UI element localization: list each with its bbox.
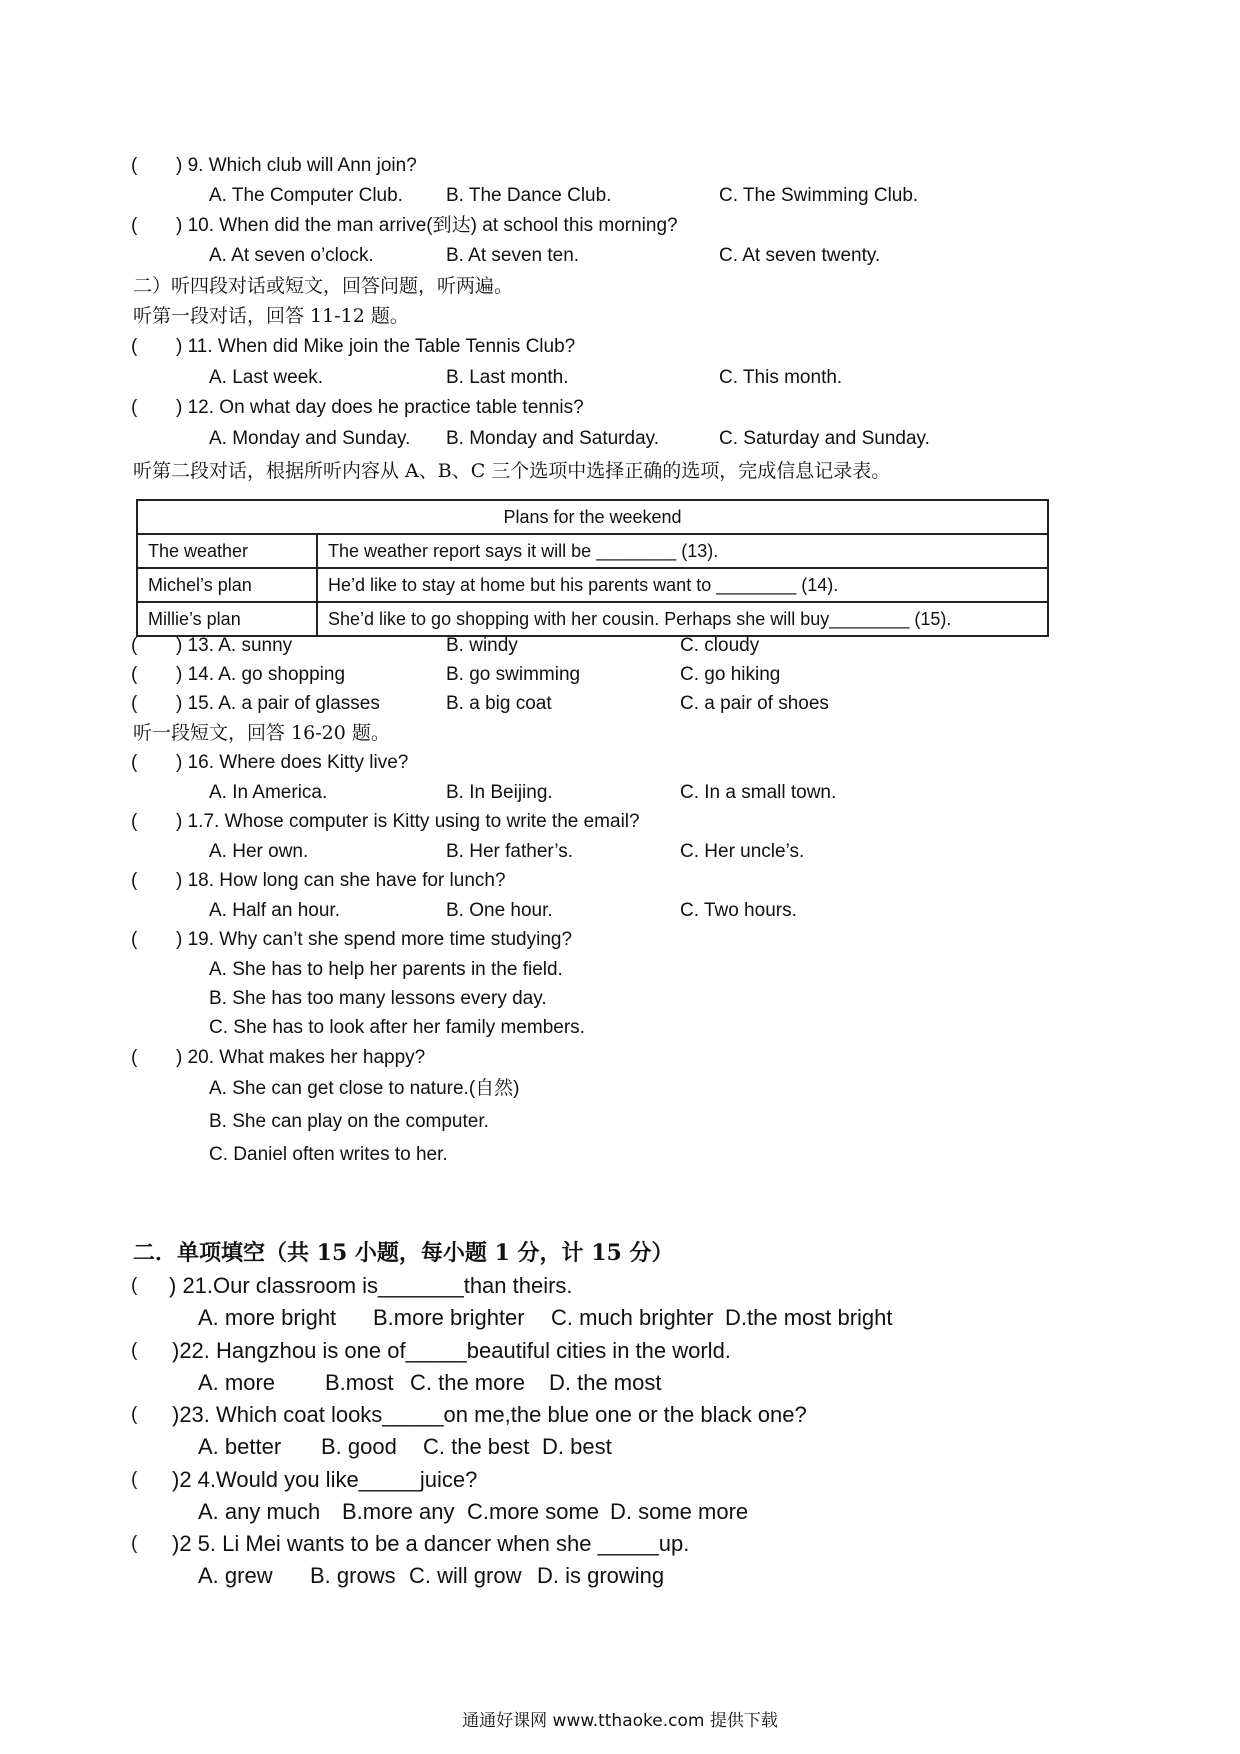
option-c: C. will grow bbox=[409, 1563, 522, 1588]
footer-text: 通通好课网 www.tthaoke.com 提供下载 bbox=[462, 1711, 778, 1731]
option-c: C. The Swimming Club. bbox=[719, 185, 919, 206]
option-c: C. Two hours. bbox=[680, 900, 797, 921]
row-text: She’d like to go shopping with her cousin. Perhaps she will buy________ (15). bbox=[317, 602, 1048, 636]
option-d: D. best bbox=[542, 1434, 612, 1459]
option-a: A. Last week. bbox=[209, 367, 324, 388]
answer-paren: ( bbox=[131, 215, 138, 236]
question-14: ) 14. A. go shopping bbox=[176, 664, 346, 685]
option-b: B. She can play on the computer. bbox=[209, 1111, 489, 1132]
question-12: ) 12. On what day does he practice table tennis? bbox=[176, 397, 584, 418]
option-d: D. the most bbox=[549, 1370, 662, 1395]
option-a: A. At seven o’clock. bbox=[209, 245, 374, 266]
question-11: ) 11. When did Mike join the Table Tennis Club? bbox=[176, 336, 576, 357]
question-21: ) 21.Our classroom is_______than theirs. bbox=[169, 1273, 573, 1298]
option-a: A. any much bbox=[198, 1499, 321, 1524]
question-10: ) 10. When did the man arrive(到达) at school this morning? bbox=[176, 215, 678, 236]
row-label: The weather bbox=[137, 534, 317, 568]
dialog2-heading: 听第二段对话，根据所听内容从 A、B、C 三个选项中选择正确的选项，完成信息记录表。 bbox=[133, 460, 891, 482]
option-b: B. At seven ten. bbox=[446, 245, 580, 266]
table-row bbox=[137, 534, 1048, 568]
option-a: A. Her own. bbox=[209, 841, 309, 862]
row-text: The weather report says it will be ________ (13). bbox=[317, 534, 1048, 568]
question-9: ) 9. Which club will Ann join? bbox=[176, 155, 417, 176]
option-c: C. This month. bbox=[719, 367, 843, 388]
answer-paren: ( bbox=[131, 397, 138, 418]
option-c: C. Daniel often writes to her. bbox=[209, 1144, 448, 1165]
option-d: D. is growing bbox=[537, 1563, 665, 1588]
option-b: B. The Dance Club. bbox=[446, 185, 612, 206]
option-b: B. a big coat bbox=[446, 693, 552, 714]
option-b: B. grows bbox=[310, 1563, 396, 1588]
question-23: )23. Which coat looks_____on me,the blue one or the black one? bbox=[172, 1402, 807, 1427]
option-c: C. Her uncle’s. bbox=[680, 841, 805, 862]
answer-paren: ( bbox=[131, 635, 138, 656]
row-text: He’d like to stay at home but his parents want to ________ (14). bbox=[317, 568, 1048, 602]
option-b: B. go swimming bbox=[446, 664, 581, 685]
dialog1-heading: 听第一段对话，回答 11-12 题。 bbox=[133, 305, 409, 327]
option-a: A. She has to help her parents in the field. bbox=[209, 959, 563, 980]
option-c: C. much brighter bbox=[551, 1305, 714, 1330]
question-16: ) 16. Where does Kitty live? bbox=[176, 752, 409, 773]
option-a: A. In America. bbox=[209, 782, 328, 803]
option-b: B. In Beijing. bbox=[446, 782, 553, 803]
option-c: C.more some bbox=[467, 1499, 600, 1524]
option-b: B. One hour. bbox=[446, 900, 553, 921]
table-title: Plans for the weekend bbox=[137, 500, 1048, 534]
answer-paren: ( bbox=[131, 1404, 138, 1425]
question-17: ) 1.7. Whose computer is Kitty using to write the email? bbox=[176, 811, 640, 832]
option-b: B. Her father’s. bbox=[446, 841, 574, 862]
answer-paren: ( bbox=[131, 693, 138, 714]
row-label: Michel’s plan bbox=[137, 568, 317, 602]
question-20: ) 20. What makes her happy? bbox=[176, 1047, 426, 1068]
option-b: B. Monday and Saturday. bbox=[446, 428, 659, 449]
question-15: ) 15. A. a pair of glasses bbox=[176, 693, 380, 714]
option-a: A. She can get close to nature.(自然) bbox=[209, 1078, 520, 1099]
option-c: C. She has to look after her family members. bbox=[209, 1017, 585, 1038]
option-c: C. In a small town. bbox=[680, 782, 837, 803]
passage-heading: 听一段短文，回答 16-20 题。 bbox=[133, 722, 390, 744]
option-d: D.the most bright bbox=[725, 1305, 893, 1330]
option-c: C. go hiking bbox=[680, 664, 781, 685]
option-c: C. At seven twenty. bbox=[719, 245, 881, 266]
option-b: B.more brighter bbox=[373, 1305, 525, 1330]
question-25: )2 5. Li Mei wants to be a dancer when she _____up. bbox=[172, 1531, 690, 1556]
option-a: A. Monday and Sunday. bbox=[209, 428, 411, 449]
option-c: C. Saturday and Sunday. bbox=[719, 428, 930, 449]
answer-paren: ( bbox=[131, 336, 138, 357]
option-b: B. good bbox=[321, 1434, 397, 1459]
option-c: C. the more bbox=[410, 1370, 525, 1395]
answer-paren: ( bbox=[131, 1340, 138, 1361]
option-a: A. more bright bbox=[198, 1305, 337, 1330]
answer-paren: ( bbox=[131, 155, 138, 176]
section-heading: 二）听四段对话或短文，回答问题，听两遍。 bbox=[133, 275, 514, 297]
weekend-plans-table bbox=[136, 499, 1049, 637]
option-a: A. better bbox=[198, 1434, 282, 1459]
question-24: )2 4.Would you like_____juice? bbox=[172, 1467, 478, 1492]
option-b: B.most bbox=[325, 1370, 394, 1395]
table-row bbox=[137, 602, 1048, 636]
option-c: C. the best bbox=[423, 1434, 530, 1459]
question-22: )22. Hangzhou is one of_____beautiful cities in the world. bbox=[172, 1338, 731, 1363]
part2-heading: 二．单项填空（共 15 小题，每小题 1 分，计 15 分） bbox=[133, 1240, 674, 1266]
row-label: Millie’s plan bbox=[137, 602, 317, 636]
answer-paren: ( bbox=[131, 929, 138, 950]
option-a: A. Half an hour. bbox=[209, 900, 340, 921]
option-b: B. She has too many lessons every day. bbox=[209, 988, 547, 1009]
option-d: D. some more bbox=[610, 1499, 749, 1524]
table-row bbox=[137, 568, 1048, 602]
question-13: ) 13. A. sunny bbox=[176, 635, 293, 656]
question-18: ) 18. How long can she have for lunch? bbox=[176, 870, 506, 891]
answer-paren: ( bbox=[131, 1275, 138, 1296]
option-c: C. cloudy bbox=[680, 635, 760, 656]
answer-paren: ( bbox=[131, 1047, 138, 1068]
option-b: B.more any bbox=[342, 1499, 455, 1524]
option-a: A. grew bbox=[198, 1563, 273, 1588]
option-a: A. more bbox=[198, 1370, 276, 1395]
answer-paren: ( bbox=[131, 1469, 138, 1490]
answer-paren: ( bbox=[131, 664, 138, 685]
question-19: ) 19. Why can’t she spend more time studying? bbox=[176, 929, 573, 950]
answer-paren: ( bbox=[131, 1533, 138, 1554]
answer-paren: ( bbox=[131, 870, 138, 891]
answer-paren: ( bbox=[131, 811, 138, 832]
option-b: B. windy bbox=[446, 635, 518, 656]
option-c: C. a pair of shoes bbox=[680, 693, 829, 714]
option-b: B. Last month. bbox=[446, 367, 569, 388]
answer-paren: ( bbox=[131, 752, 138, 773]
option-a: A. The Computer Club. bbox=[209, 185, 403, 206]
